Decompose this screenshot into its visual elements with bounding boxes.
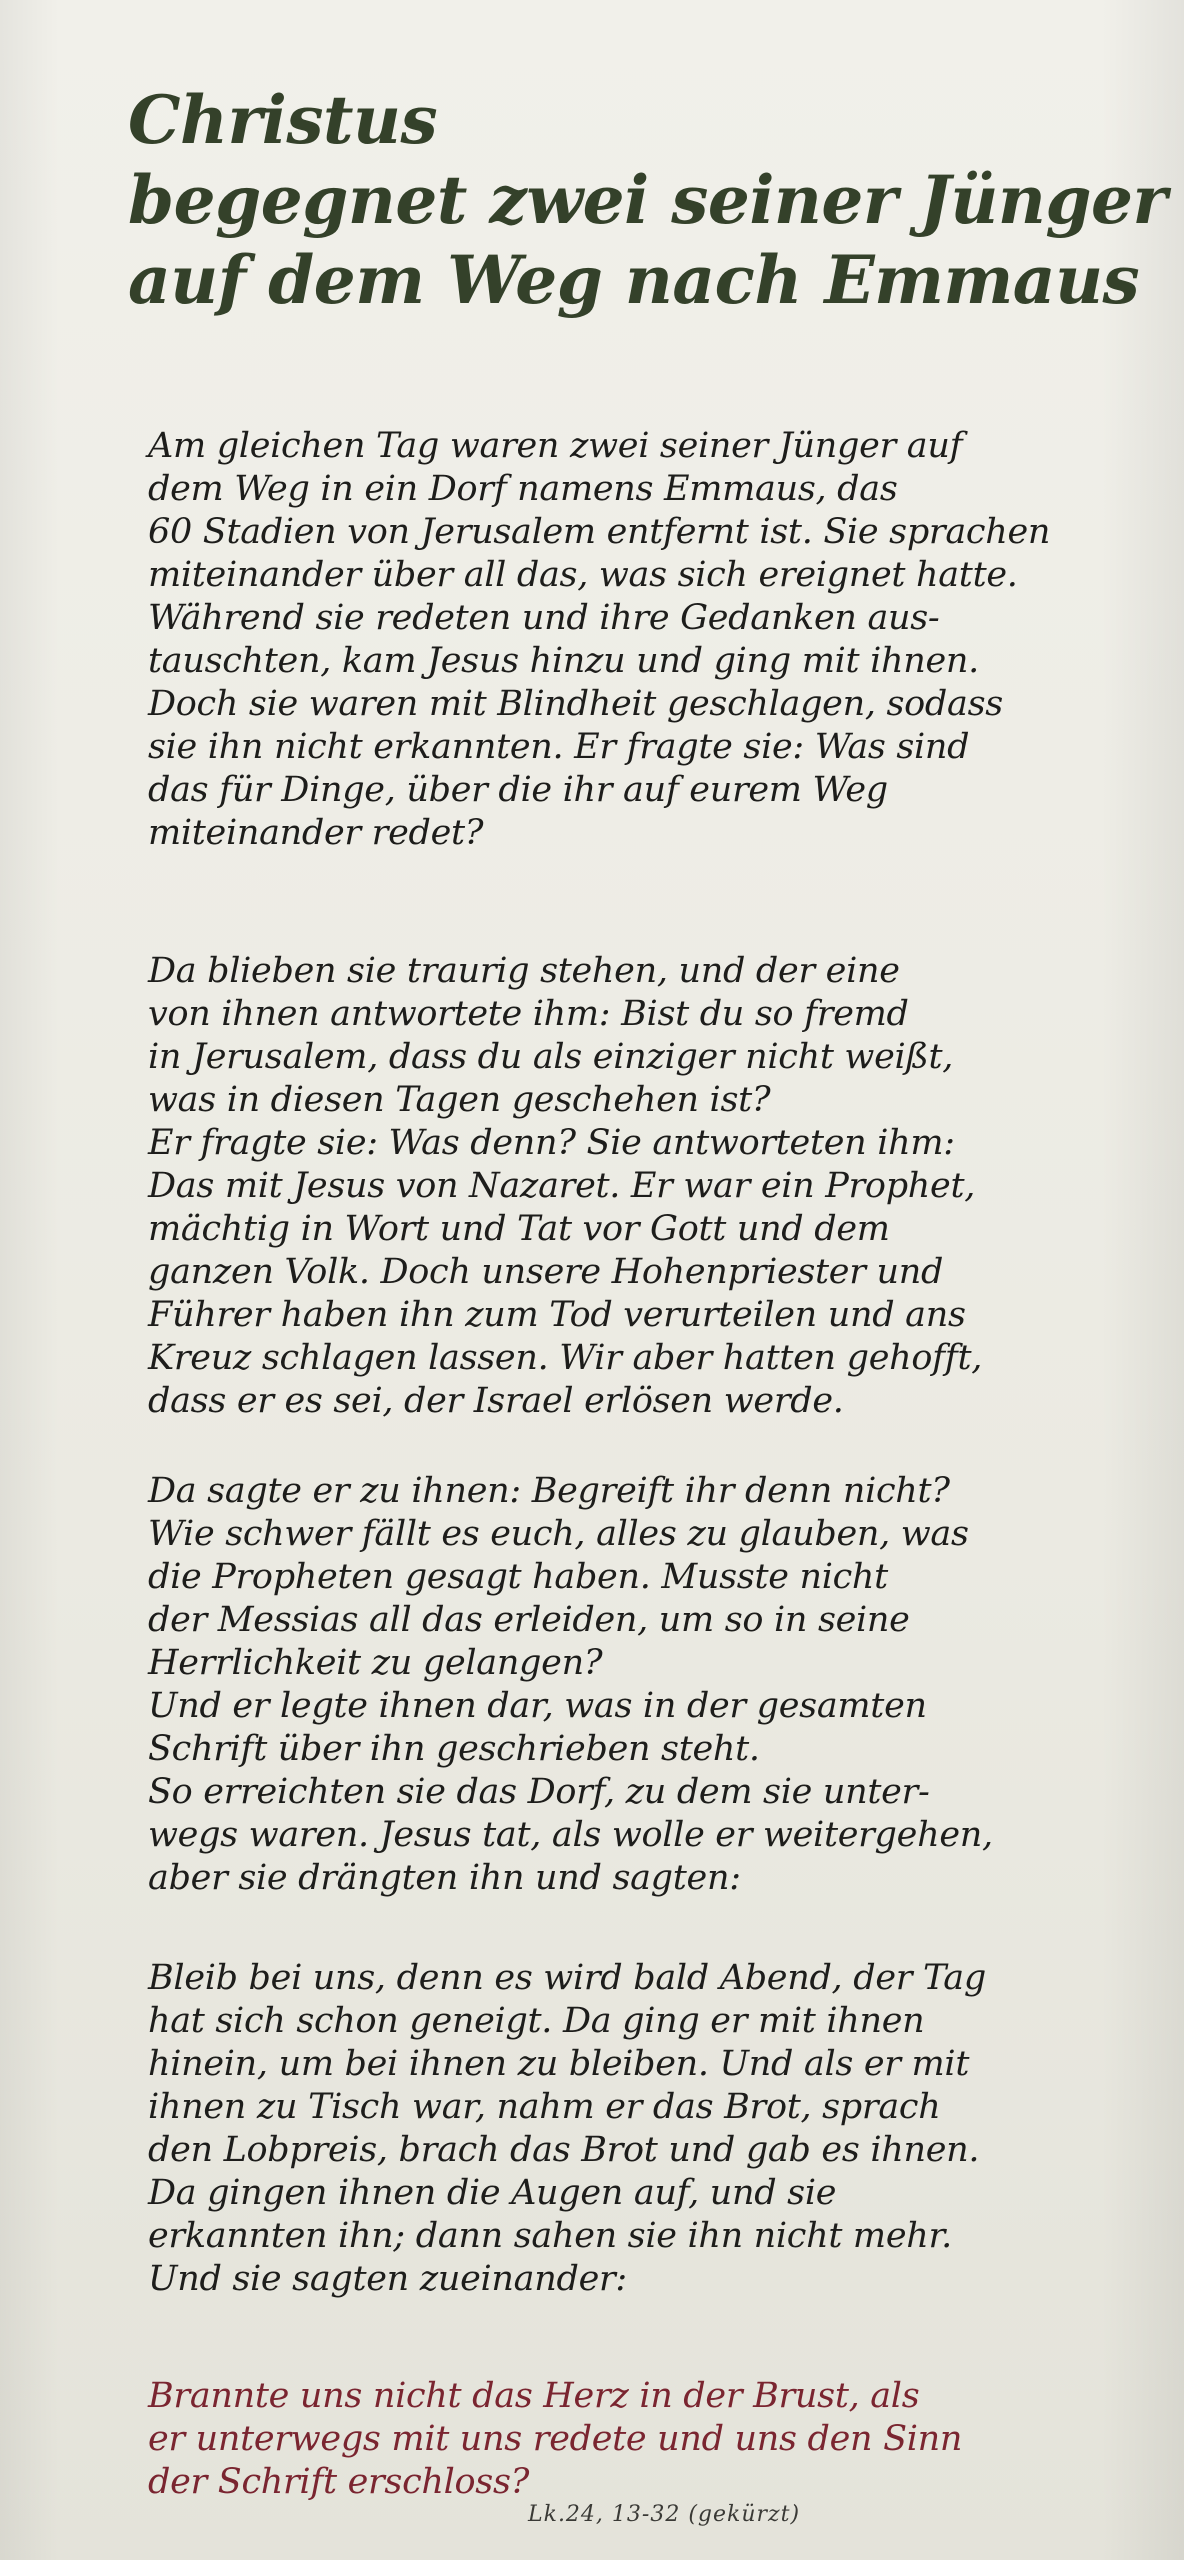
text-line: hat sich schon geneigt. Da ging er mit ihnen <box>148 2001 925 2041</box>
text-line: Herrlichkeit zu gelangen? <box>148 1643 603 1683</box>
text-line: in Jerusalem, dass du als einziger nicht weißt, <box>148 1037 954 1077</box>
closing-paragraph <box>148 2375 962 2504</box>
text-line: die Propheten gesagt haben. Musste nicht <box>148 1557 888 1597</box>
text-line: Er fragte sie: Was denn? Sie antworteten ihm: <box>148 1123 955 1163</box>
text-line: den Lobpreis, brach das Brot und gab es ihnen. <box>148 2130 980 2170</box>
text-line: Schrift über ihn geschrieben steht. <box>148 1729 760 1769</box>
text-line: Am gleichen Tag waren zwei seiner Jünger auf <box>148 426 963 466</box>
text-line: miteinander redet? <box>148 813 484 853</box>
text-line: dem Weg in ein Dorf namens Emmaus, das <box>148 469 898 509</box>
text-line: Da sagte er zu ihnen: Begreift ihr denn nicht? <box>148 1471 950 1511</box>
text-line: ganzen Volk. Doch unsere Hohenpriester und <box>148 1252 944 1292</box>
paragraph-3 <box>148 1470 993 1900</box>
text-line: Doch sie waren mit Blindheit geschlagen, sodass <box>148 684 1003 724</box>
text-line: erkannten ihn; dann sahen sie ihn nicht mehr. <box>148 2216 952 2256</box>
text-line: von ihnen antwortete ihm: Bist du so fremd <box>148 994 909 1034</box>
text-line: Bleib bei uns, denn es wird bald Abend, der Tag <box>148 1958 986 1998</box>
text-line: dass er es sei, der Israel erlösen werde. <box>148 1381 844 1421</box>
text-line: tauschten, kam Jesus hinzu und ging mit ihnen. <box>148 641 979 681</box>
title-line: Christus <box>128 81 438 159</box>
text-line: Brannte uns nicht das Herz in der Brust, als <box>148 2376 920 2416</box>
text-line: mächtig in Wort und Tat vor Gott und dem <box>148 1209 890 1249</box>
text-line: sie ihn nicht erkannten. Er fragte sie: Was sind <box>148 727 970 767</box>
text-line: hinein, um bei ihnen zu bleiben. Und als er mit <box>148 2044 970 2084</box>
text-line: Da blieben sie traurig stehen, und der eine <box>148 951 900 991</box>
text-line: Und er legte ihnen dar, was in der gesamten <box>148 1686 927 1726</box>
text-line: Kreuz schlagen lassen. Wir aber hatten gehofft, <box>148 1338 983 1378</box>
paragraph-4 <box>148 1957 986 2301</box>
text-line: Und sie sagten zueinander: <box>148 2259 627 2299</box>
text-line: er unterwegs mit uns redete und uns den Sinn <box>148 2419 963 2459</box>
paragraph-1 <box>148 425 1050 855</box>
title-line: begegnet zwei seiner Jünger <box>128 161 1167 239</box>
scripture-reference: Lk.24, 13-32 (gekürzt) <box>528 2502 801 2527</box>
poster-title <box>128 80 1167 320</box>
text-line: So erreichten sie das Dorf, zu dem sie unter- <box>148 1772 930 1812</box>
text-line: was in diesen Tagen geschehen ist? <box>148 1080 771 1120</box>
text-line: miteinander über all das, was sich ereignet hatte. <box>148 555 1018 595</box>
text-line: der Messias all das erleiden, um so in seine <box>148 1600 910 1640</box>
title-line: auf dem Weg nach Emmaus <box>128 241 1140 319</box>
text-line: aber sie drängten ihn und sagten: <box>148 1858 741 1898</box>
paragraph-2 <box>148 950 982 1423</box>
text-line: Wie schwer fällt es euch, alles zu glauben, was <box>148 1514 969 1554</box>
text-line: ihnen zu Tisch war, nahm er das Brot, sprach <box>148 2087 941 2127</box>
text-line: Während sie redeten und ihre Gedanken aus- <box>148 598 940 638</box>
text-line: das für Dinge, über die ihr auf eurem Weg <box>148 770 888 810</box>
text-line: der Schrift erschloss? <box>148 2462 530 2502</box>
text-line: Das mit Jesus von Nazaret. Er war ein Prophet, <box>148 1166 976 1206</box>
text-line: wegs waren. Jesus tat, als wolle er weitergehen, <box>148 1815 993 1855</box>
text-line: Da gingen ihnen die Augen auf, und sie <box>148 2173 837 2213</box>
text-line: 60 Stadien von Jerusalem entfernt ist. Sie sprachen <box>148 512 1051 552</box>
text-line: Führer haben ihn zum Tod verurteilen und ans <box>148 1295 966 1335</box>
